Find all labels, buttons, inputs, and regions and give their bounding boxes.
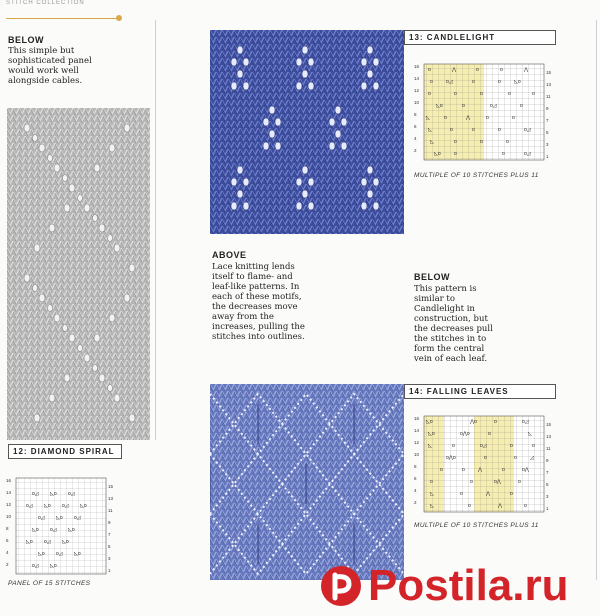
row-label: 10 — [414, 452, 420, 457]
svg-text:◺o: ◺o — [434, 151, 441, 157]
row-label: 6 — [6, 538, 9, 543]
svg-text:o: o — [454, 139, 457, 145]
row-label: 16 — [6, 478, 12, 483]
row-label: 14 — [6, 490, 12, 495]
svg-text:o: o — [470, 479, 473, 485]
above-heading: ABOVE — [212, 250, 247, 260]
svg-text:◺: ◺ — [528, 431, 532, 437]
svg-text:o◿: o◿ — [490, 103, 497, 109]
svg-text:o◿: o◿ — [74, 515, 81, 521]
falling-leaves-label: 14: FALLING LEAVES — [404, 384, 556, 399]
header-dot — [116, 15, 122, 21]
svg-text:o: o — [510, 443, 513, 449]
svg-text:o: o — [472, 79, 475, 85]
left-below-heading: BELOW — [8, 35, 44, 45]
row-label: 15 — [108, 484, 114, 489]
leaves-row-labels-left — [414, 416, 422, 512]
svg-text:o: o — [444, 115, 447, 121]
svg-text:o◿: o◿ — [50, 527, 57, 533]
svg-text:o⋀o: o⋀o — [446, 455, 456, 461]
svg-text:⋀: ⋀ — [452, 67, 457, 73]
svg-text:◺o: ◺o — [426, 419, 433, 425]
postila-logo-icon — [318, 563, 364, 609]
svg-text:◺: ◺ — [428, 443, 432, 449]
svg-text:o: o — [472, 127, 475, 133]
postila-watermark — [318, 560, 598, 612]
row-label: 14 — [414, 428, 420, 433]
svg-text:o: o — [512, 115, 515, 121]
row-label: 5 — [108, 544, 111, 549]
svg-text:◺o: ◺o — [68, 527, 75, 533]
diamond-chart-row-labels-right — [108, 484, 118, 580]
svg-text:◺o: ◺o — [50, 491, 57, 497]
svg-text:◺o: ◺o — [62, 539, 69, 545]
svg-text:o: o — [532, 443, 535, 449]
diamond-spiral-caption: PANEL OF 15 STITCHES — [8, 580, 91, 587]
svg-text:o: o — [518, 479, 521, 485]
svg-text:o: o — [502, 151, 505, 157]
svg-text:o◿: o◿ — [38, 515, 45, 521]
row-label: 7 — [546, 470, 549, 475]
row-label: 5 — [546, 130, 549, 135]
row-label: 10 — [414, 100, 420, 105]
svg-text:◺: ◺ — [428, 127, 432, 133]
svg-text:o: o — [498, 79, 501, 85]
row-label: 15 — [546, 70, 552, 75]
svg-text:o: o — [498, 127, 501, 133]
candlelight-chart — [414, 62, 554, 166]
svg-text:◺o: ◺o — [56, 515, 63, 521]
svg-text:◺o: ◺o — [514, 79, 521, 85]
svg-text:o⋀: o⋀ — [494, 479, 501, 485]
svg-text:o: o — [524, 503, 527, 509]
candle-row-labels-right — [546, 70, 556, 166]
svg-text:⋀o: ⋀o — [470, 419, 477, 425]
row-label: 4 — [414, 136, 417, 141]
row-label: 3 — [546, 142, 549, 147]
row-label: 2 — [6, 562, 9, 567]
row-label: 7 — [108, 532, 111, 537]
svg-text:o: o — [454, 91, 457, 97]
svg-text:⋀: ⋀ — [498, 503, 503, 509]
svg-text:o: o — [510, 491, 513, 497]
diamond-spiral-chart — [6, 476, 124, 576]
row-label: 7 — [546, 118, 549, 123]
svg-text:o◿: o◿ — [480, 443, 487, 449]
svg-text:o: o — [462, 467, 465, 473]
right-below-heading: BELOW — [414, 272, 450, 282]
svg-text:o: o — [488, 431, 491, 437]
row-label: 2 — [414, 500, 417, 505]
svg-text:o: o — [476, 67, 479, 73]
row-label: 13 — [546, 434, 552, 439]
leaves-row-labels-right — [546, 422, 556, 518]
candlelight-swatch — [210, 30, 404, 234]
row-label: 11 — [546, 94, 551, 99]
svg-text:◺: ◺ — [430, 503, 434, 509]
row-label: 9 — [546, 458, 549, 463]
row-label: 15 — [546, 422, 552, 427]
diamond-spiral-swatch — [7, 108, 150, 440]
svg-text:◺: ◺ — [430, 491, 434, 497]
svg-text:o: o — [502, 467, 505, 473]
row-label: 12 — [6, 502, 12, 507]
svg-text:◺o: ◺o — [38, 551, 45, 557]
candlelight-label: 13: CANDLELIGHT — [404, 30, 556, 45]
svg-text:o◿: o◿ — [62, 503, 69, 509]
svg-text:o◿: o◿ — [522, 419, 529, 425]
svg-text:o: o — [532, 91, 535, 97]
row-label: 12 — [414, 440, 420, 445]
svg-text:⋀: ⋀ — [478, 467, 483, 473]
svg-text:⋀: ⋀ — [524, 67, 529, 73]
falling-leaves-swatch — [210, 384, 404, 580]
row-label: 1 — [546, 506, 549, 511]
row-label: 3 — [546, 494, 549, 499]
row-label: 12 — [414, 88, 420, 93]
row-label: 6 — [414, 476, 417, 481]
svg-text:◺o: ◺o — [74, 551, 81, 557]
svg-text:o◿: o◿ — [44, 539, 51, 545]
page-edge — [596, 20, 597, 580]
row-label: 10 — [6, 514, 12, 519]
header-rule — [6, 18, 118, 19]
row-label: 8 — [6, 526, 9, 531]
svg-text:o◿: o◿ — [56, 551, 63, 557]
column-divider — [155, 20, 156, 440]
svg-text:o: o — [514, 455, 517, 461]
svg-text:◿: ◿ — [530, 455, 534, 461]
row-label: 8 — [414, 464, 417, 469]
svg-text:o⋀o: o⋀o — [460, 431, 470, 437]
svg-text:◺o: ◺o — [26, 539, 33, 545]
row-label: 16 — [414, 416, 420, 421]
falling-leaves-chart — [414, 414, 554, 518]
candlelight-caption: MULTIPLE OF 10 STITCHES PLUS 11 — [414, 172, 539, 179]
svg-text:◺o: ◺o — [428, 431, 435, 437]
svg-text:◺o: ◺o — [80, 503, 87, 509]
svg-text:o: o — [428, 67, 431, 73]
svg-text:o: o — [508, 91, 511, 97]
row-label: 14 — [414, 76, 420, 81]
svg-text:o: o — [480, 139, 483, 145]
row-label: 3 — [108, 556, 111, 561]
svg-text:o: o — [430, 479, 433, 485]
diamond-chart-row-labels-left — [6, 478, 14, 574]
svg-text:o: o — [484, 455, 487, 461]
svg-text:o◿: o◿ — [524, 151, 531, 157]
svg-text:◺o: ◺o — [32, 527, 39, 533]
svg-text:o: o — [454, 151, 457, 157]
svg-text:⋀: ⋀ — [466, 115, 471, 121]
row-label: 4 — [414, 488, 417, 493]
running-title: STITCH COLLECTION — [6, 0, 85, 6]
svg-text:o: o — [430, 79, 433, 85]
svg-text:o: o — [520, 103, 523, 109]
svg-text:◺o: ◺o — [436, 103, 443, 109]
svg-text:o: o — [494, 419, 497, 425]
svg-text:◺: ◺ — [430, 139, 434, 145]
row-label: 1 — [546, 154, 549, 159]
svg-text:o: o — [506, 139, 509, 145]
svg-text:o: o — [428, 91, 431, 97]
left-below-text: This simple but sophisticated panel would work well alongside cables. — [8, 46, 92, 86]
svg-text:o: o — [480, 91, 483, 97]
row-label: 2 — [414, 148, 417, 153]
row-label: 11 — [108, 508, 113, 513]
row-label: 5 — [546, 482, 549, 487]
svg-text:⋀: ⋀ — [486, 491, 491, 497]
svg-text:o: o — [440, 467, 443, 473]
row-label: 8 — [414, 112, 417, 117]
svg-text:o◿: o◿ — [68, 491, 75, 497]
svg-text:o: o — [468, 503, 471, 509]
svg-text:o◿: o◿ — [26, 503, 33, 509]
svg-text:◺o: ◺o — [50, 563, 57, 569]
svg-text:◺o: ◺o — [44, 503, 51, 509]
row-label: 11 — [546, 446, 551, 451]
row-label: 4 — [6, 550, 9, 555]
row-label: 6 — [414, 124, 417, 129]
svg-text:o◿: o◿ — [32, 563, 39, 569]
svg-text:o: o — [450, 127, 453, 133]
candle-row-labels-left — [414, 64, 422, 160]
diamond-spiral-label: 12: DIAMOND SPIRAL — [8, 444, 122, 459]
svg-text:o: o — [460, 491, 463, 497]
svg-text:o⋀: o⋀ — [522, 467, 529, 473]
row-label: 13 — [108, 496, 114, 501]
svg-text:o◿: o◿ — [446, 79, 453, 85]
svg-text:o: o — [452, 443, 455, 449]
svg-text:o: o — [500, 67, 503, 73]
svg-text:o: o — [486, 115, 489, 121]
above-text: Lace knitting lends itself to flame- and leaf-like patterns. In each of these motifs, the decreases move away from the increases, pulling the stitches into outlines. — [212, 262, 305, 342]
svg-text:◺: ◺ — [426, 115, 430, 121]
row-label: 9 — [546, 106, 549, 111]
svg-text:o: o — [462, 103, 465, 109]
row-label: 9 — [108, 520, 111, 525]
right-below-text: This pattern is similar to Candlelight in construction, but the decreases pull the stitches in to form the central vein of each leaf. — [414, 284, 493, 364]
svg-text:o◿: o◿ — [524, 127, 531, 133]
falling-leaves-caption: MULTIPLE OF 10 STITCHES PLUS 11 — [414, 522, 539, 529]
row-label: 16 — [414, 64, 420, 69]
svg-text:o◿: o◿ — [32, 491, 39, 497]
watermark-text: Postila.ru — [368, 561, 569, 610]
row-label: 13 — [546, 82, 552, 87]
row-label: 1 — [108, 568, 111, 573]
